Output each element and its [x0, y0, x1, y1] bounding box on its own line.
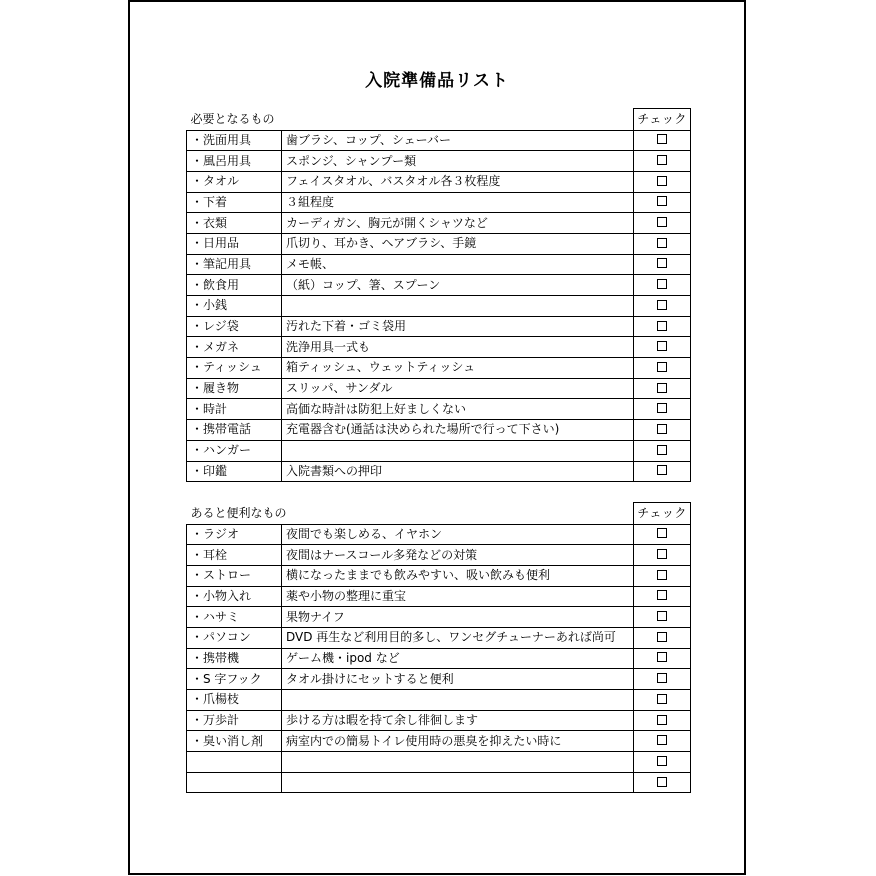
check-cell: [634, 731, 691, 752]
item-note: 病室内での簡易トイレ使用時の悪臭を抑えたい時に: [282, 731, 634, 752]
checkbox[interactable]: [657, 632, 667, 642]
checkbox[interactable]: [657, 383, 667, 393]
checkbox[interactable]: [657, 321, 667, 331]
item-note: ３組程度: [282, 192, 634, 213]
section-header-row: [187, 503, 691, 525]
table-row: [187, 213, 691, 234]
check-cell: [634, 752, 691, 773]
item-name: ・小銭: [187, 296, 282, 317]
checkbox[interactable]: [657, 155, 667, 165]
table-row: [187, 151, 691, 172]
item-name: ・風呂用具: [187, 151, 282, 172]
table-row: [187, 378, 691, 399]
item-note: タオル掛けにセットすると便利: [282, 669, 634, 690]
table-row: [187, 316, 691, 337]
item-note: 箱ティッシュ、ウェットティッシュ: [282, 358, 634, 379]
item-note: [282, 772, 634, 793]
item-note: 夜間でも楽しめる、イヤホン: [282, 524, 634, 545]
checkbox[interactable]: [657, 217, 667, 227]
item-name: ・メガネ: [187, 337, 282, 358]
required-items-table: [186, 108, 691, 482]
table-row: [187, 524, 691, 545]
item-note: 充電器含む(通話は決められた場所で行って下さい): [282, 420, 634, 441]
item-note: （紙）コップ、箸、スプーン: [282, 275, 634, 296]
item-note: [282, 440, 634, 461]
item-note: DVD 再生など利用目的多し、ワンセグチューナーあれば尚可: [282, 627, 634, 648]
check-column-header: チェック: [634, 503, 691, 525]
checkbox[interactable]: [657, 445, 667, 455]
checkbox[interactable]: [657, 673, 667, 683]
check-cell: [634, 545, 691, 566]
checkbox[interactable]: [657, 735, 667, 745]
checkbox[interactable]: [657, 465, 667, 475]
item-name: ・時計: [187, 399, 282, 420]
item-name: ・衣類: [187, 213, 282, 234]
item-name: ・携帯機: [187, 648, 282, 669]
item-note: メモ帳、: [282, 254, 634, 275]
item-name: ・レジ袋: [187, 316, 282, 337]
item-name: [187, 772, 282, 793]
section-heading: 必要となるもの: [190, 111, 275, 126]
checkbox[interactable]: [657, 238, 667, 248]
item-name: ・筆記用具: [187, 254, 282, 275]
item-name: ・携帯電話: [187, 420, 282, 441]
item-name: ・ハサミ: [187, 607, 282, 628]
table-row: [187, 461, 691, 482]
item-note: 横になったままでも飲みやすい、吸い飲みも便利: [282, 565, 634, 586]
checkbox[interactable]: [657, 590, 667, 600]
check-cell: [634, 296, 691, 317]
section-heading: あると便利なもの: [190, 505, 287, 520]
check-cell: [634, 627, 691, 648]
item-note: 洗浄用具一式も: [282, 337, 634, 358]
table-row: [187, 275, 691, 296]
checkbox[interactable]: [657, 652, 667, 662]
check-cell: [634, 648, 691, 669]
table-row: [187, 192, 691, 213]
table-row: [187, 731, 691, 752]
item-note: 歩ける方は暇を持て余し徘徊します: [282, 710, 634, 731]
check-cell: [634, 710, 691, 731]
checkbox[interactable]: [657, 258, 667, 268]
checkbox[interactable]: [657, 300, 667, 310]
table-row: [187, 627, 691, 648]
item-name: ・下着: [187, 192, 282, 213]
item-name: ・タオル: [187, 171, 282, 192]
check-cell: [634, 420, 691, 441]
item-name: ・S 字フック: [187, 669, 282, 690]
checkbox[interactable]: [657, 134, 667, 144]
check-cell: [634, 337, 691, 358]
check-cell: [634, 440, 691, 461]
item-note: [282, 296, 634, 317]
check-cell: [634, 254, 691, 275]
page-title: 入院準備品リスト: [365, 71, 509, 91]
table-row: [187, 296, 691, 317]
item-note: 入院書類への押印: [282, 461, 634, 482]
item-note: 果物ナイフ: [282, 607, 634, 628]
item-note: ゲーム機・ipod など: [282, 648, 634, 669]
table-row: [187, 752, 691, 773]
check-cell: [634, 192, 691, 213]
item-name: ・ティッシュ: [187, 358, 282, 379]
table-row: [187, 607, 691, 628]
item-name: ・臭い消し剤: [187, 731, 282, 752]
item-note: [282, 690, 634, 711]
checkbox[interactable]: [657, 341, 667, 351]
check-cell: [634, 524, 691, 545]
table-row: [187, 648, 691, 669]
item-note: フェイスタオル、バスタオル各３枚程度: [282, 171, 634, 192]
table-row: [187, 420, 691, 441]
item-note: スリッパ、サンダル: [282, 378, 634, 399]
item-name: [187, 752, 282, 773]
item-name: ・洗面用具: [187, 130, 282, 151]
check-cell: [634, 151, 691, 172]
item-name: ・ラジオ: [187, 524, 282, 545]
check-cell: [634, 607, 691, 628]
checkbox[interactable]: [657, 715, 667, 725]
table-row: [187, 130, 691, 151]
item-name: ・ストロー: [187, 565, 282, 586]
item-name: ・飲食用: [187, 275, 282, 296]
table-row: [187, 586, 691, 607]
table-row: [187, 337, 691, 358]
checkbox[interactable]: [657, 694, 667, 704]
check-column-header: チェック: [634, 109, 691, 131]
check-cell: [634, 213, 691, 234]
table-row: [187, 254, 691, 275]
item-name: ・小物入れ: [187, 586, 282, 607]
table-row: [187, 710, 691, 731]
item-name: ・履き物: [187, 378, 282, 399]
table-row: [187, 399, 691, 420]
check-cell: [634, 565, 691, 586]
checkbox[interactable]: [657, 528, 667, 538]
check-cell: [634, 461, 691, 482]
check-cell: [634, 772, 691, 793]
checkbox[interactable]: [657, 362, 667, 372]
check-cell: [634, 378, 691, 399]
item-note: 薬や小物の整理に重宝: [282, 586, 634, 607]
checkbox[interactable]: [657, 611, 667, 621]
table-row: [187, 358, 691, 379]
checkbox[interactable]: [657, 279, 667, 289]
section-header-row: [187, 109, 691, 131]
checkbox[interactable]: [657, 756, 667, 766]
table-row: [187, 669, 691, 690]
item-note: 歯ブラシ、コップ、シェーバー: [282, 130, 634, 151]
table-row: [187, 772, 691, 793]
checkbox[interactable]: [657, 570, 667, 580]
item-name: ・爪楊枝: [187, 690, 282, 711]
check-cell: [634, 399, 691, 420]
check-cell: [634, 275, 691, 296]
table-row: [187, 545, 691, 566]
check-cell: [634, 171, 691, 192]
item-name: ・印鑑: [187, 461, 282, 482]
table-row: [187, 440, 691, 461]
check-cell: [634, 690, 691, 711]
item-note: スポンジ、シャンプー類: [282, 151, 634, 172]
checkbox[interactable]: [657, 777, 667, 787]
table-row: [187, 690, 691, 711]
checkbox[interactable]: [657, 424, 667, 434]
check-cell: [634, 358, 691, 379]
checkbox[interactable]: [657, 196, 667, 206]
table-row: [187, 171, 691, 192]
item-name: ・パソコン: [187, 627, 282, 648]
item-name: ・ハンガー: [187, 440, 282, 461]
check-cell: [634, 669, 691, 690]
item-note: [282, 752, 634, 773]
item-name: ・万歩計: [187, 710, 282, 731]
check-cell: [634, 316, 691, 337]
item-note: カーディガン、胸元が開くシャツなど: [282, 213, 634, 234]
item-note: 高価な時計は防犯上好ましくない: [282, 399, 634, 420]
table-row: [187, 565, 691, 586]
check-cell: [634, 233, 691, 254]
checkbox[interactable]: [657, 176, 667, 186]
item-note: 夜間はナースコール多発などの対策: [282, 545, 634, 566]
checkbox[interactable]: [657, 549, 667, 559]
item-note: 爪切り、耳かき、ヘアブラシ、手鏡: [282, 233, 634, 254]
check-cell: [634, 130, 691, 151]
checkbox[interactable]: [657, 403, 667, 413]
item-name: ・日用品: [187, 233, 282, 254]
convenient-items-table: [186, 502, 691, 793]
item-note: 汚れた下着・ゴミ袋用: [282, 316, 634, 337]
item-name: ・耳栓: [187, 545, 282, 566]
check-cell: [634, 586, 691, 607]
table-row: [187, 233, 691, 254]
